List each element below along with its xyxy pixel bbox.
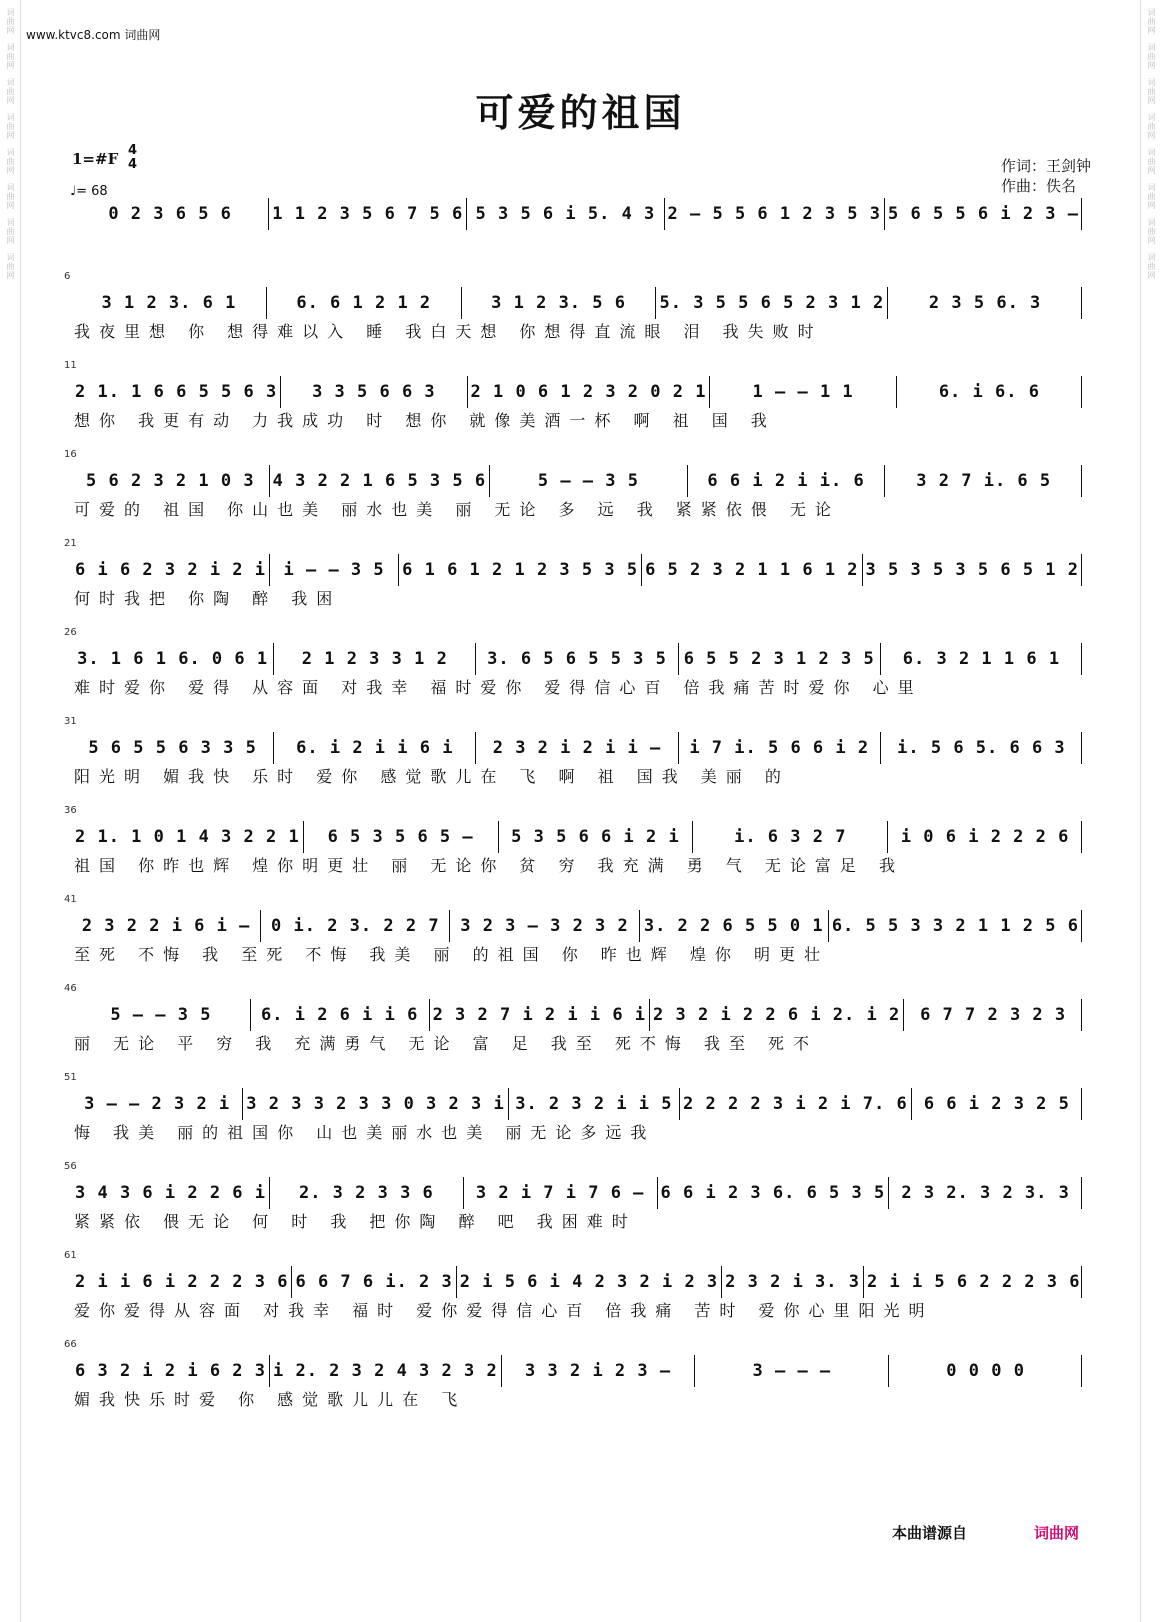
lyrics-line: 可爱的 祖国 你山也美 丽水也美 丽 无论 多 远 我 紧紧依偎 无论 [74, 500, 840, 519]
measure: 3 1 2 3. 5 6 [461, 287, 656, 319]
watermark-text: 词曲网 [1147, 78, 1156, 105]
watermark-text: 词曲网 [6, 43, 15, 70]
notes-row [72, 554, 1082, 586]
page-title: 可爱的祖国 [475, 90, 686, 135]
watermark-text: 词曲网 [1147, 218, 1156, 245]
measure: 2 3 2 7 i 2 i i 6 i [429, 999, 649, 1031]
measure: 3 – – – [694, 1355, 888, 1387]
system-number: 16 [64, 449, 77, 460]
measure: 6 6 i 2 3 6. 6 5 3 5 [657, 1177, 889, 1209]
measure: 3 3 2 i 2 3 – [501, 1355, 695, 1387]
measure: 6 7 7 2 3 2 3 [903, 999, 1082, 1031]
measure: 3 2 i 7 i 7 6 – [463, 1177, 657, 1209]
lyrics-line: 爱你爱得从容面 对我幸 福时 爱你爱得信心百 倍我痛 苦时 爱你心里阳光明 [74, 1301, 934, 1320]
notes-row [72, 999, 1082, 1031]
watermark-text: 词曲网 [1147, 148, 1156, 175]
notes-row [72, 287, 1082, 319]
score-system [64, 805, 1082, 879]
system-number: 56 [64, 1161, 77, 1172]
score-system [64, 1250, 1082, 1324]
measure: i – – 3 5 [269, 554, 398, 586]
measure: 3 1 2 3. 6 1 [101, 293, 237, 313]
score-system [64, 538, 1082, 612]
left-watermark-strip [0, 0, 21, 1622]
lyrics-line: 丽 无论 平 穷 我 充满勇气 无论 富 足 我至 死不悔 我至 死不 [74, 1034, 819, 1053]
measure: 3 4 3 6 i 2 2 6 i [75, 1183, 266, 1203]
lyrics-line: 想你 我更有动 力我成功 时 想你 就像美酒一杯 啊 祖 国 我 [74, 411, 776, 430]
measure: 6 3 2 i 2 i 6 2 3 [75, 1361, 266, 1381]
measure: 0 i. 2 3. 2 2 7 [260, 910, 449, 942]
measure: 6 5 2 3 2 1 1 6 1 2 [641, 554, 861, 586]
measure: 3. 1 6 1 6. 0 6 1 [77, 649, 269, 669]
measure: 2 i 5 6 i 4 2 3 2 i 2 3 [456, 1266, 721, 1298]
watermark-text: 词曲网 [1147, 253, 1156, 280]
footer-brand-link[interactable]: 词曲网 [1034, 1524, 1080, 1542]
watermark-text: 词曲网 [6, 8, 15, 35]
footer-source-note: 本曲谱源自 [892, 1524, 968, 1542]
measure: 6 6 7 6 i. 2 3 [291, 1266, 455, 1298]
measure: 3. 2 3 2 i i 5 [508, 1088, 679, 1120]
lyrics-line: 祖国 你昨也辉 煌你明更壮 丽 无论你 贫 穷 我充满 勇 气 无论富足 我 [74, 856, 904, 875]
measure: 3 – – 2 3 2 i [84, 1094, 231, 1114]
watermark-text: 词曲网 [6, 148, 15, 175]
measure: 1 1 2 3 5 6 7 5 6 [268, 198, 466, 230]
measure: 2 3 2 i 2 2 6 i 2. i 2 [649, 999, 903, 1031]
system-number: 41 [64, 894, 77, 905]
measure: 2 1 0 6 1 2 3 2 0 2 1 [467, 376, 710, 408]
measure: 3. 2 2 6 5 5 0 1 [639, 910, 828, 942]
measure: i. 6 3 2 7 [692, 821, 887, 853]
measure: 2 3 2 i 3. 3 [721, 1266, 863, 1298]
score-system [64, 271, 1082, 345]
system-number: 21 [64, 538, 77, 549]
measure: 2 3 2 i 2 i i – [475, 732, 677, 764]
notes-row [72, 198, 1082, 230]
notes-row [72, 376, 1082, 408]
measure: 5 6 5 5 6 3 3 5 [88, 738, 257, 758]
notes-row [72, 465, 1082, 497]
system-number: 61 [64, 1250, 77, 1261]
credits [1001, 156, 1091, 196]
lyrics-line [72, 230, 1082, 256]
measure: 3. 6 5 6 5 5 3 5 [475, 643, 677, 675]
measure: 6. i 2 6 i i 6 [250, 999, 429, 1031]
measure: i. 5 6 5. 6 6 3 [880, 732, 1082, 764]
measure: 5 6 2 3 2 1 0 3 [86, 471, 255, 491]
measure: 0 2 3 6 5 6 [108, 204, 232, 224]
measure: 6 i 6 2 3 2 i 2 i [75, 560, 266, 580]
composer: 作曲：佚名 [1000, 177, 1076, 195]
watermark-text: 词曲网 [6, 218, 15, 245]
notes-row [72, 643, 1082, 675]
watermark-text: 词曲网 [1147, 113, 1156, 140]
measure: i 7 i. 5 6 6 i 2 [678, 732, 880, 764]
measure: 3 2 3 3 2 3 3 0 3 2 3 i [242, 1088, 507, 1120]
measure: 5 3 5 6 6 i 2 i [498, 821, 693, 853]
measure: 2 3 5 6. 3 [887, 287, 1082, 319]
watermark-text: 词曲网 [1147, 43, 1156, 70]
system-number: 11 [64, 360, 77, 371]
measure: 5 6 5 5 6 i 2 3 – [884, 198, 1082, 230]
right-watermark-strip [1140, 0, 1161, 1622]
notes-row [72, 1266, 1082, 1298]
measure: 3 5 3 5 3 5 6 5 1 2 [862, 554, 1082, 586]
measure: 2 1 2 3 3 1 2 [273, 643, 475, 675]
measure: 2 – 5 5 6 1 2 3 5 3 [664, 198, 884, 230]
lyrics-line: 难时爱你 爱得 从容面 对我幸 福时爱你 爱得信心百 倍我痛苦时爱你 心里 [74, 678, 923, 697]
key-signature: 1=#F [72, 150, 119, 168]
measure: 4 3 2 2 1 6 5 3 5 6 [269, 465, 489, 497]
measure: 6. 3 2 1 1 6 1 [880, 643, 1082, 675]
score-system [64, 1072, 1082, 1146]
measure: 3 2 3 – 3 2 3 2 [449, 910, 638, 942]
tempo-marking: ♩= 68 [70, 184, 108, 199]
site-url[interactable]: www.ktvc8.com 词曲网 [26, 28, 161, 42]
notes-row [72, 1088, 1082, 1120]
time-signature-top: 4 [128, 143, 138, 158]
measure: 2 2 2 2 3 i 2 i 7. 6 [679, 1088, 911, 1120]
system-number: 66 [64, 1339, 77, 1350]
notes-row [72, 910, 1082, 942]
score-system [64, 983, 1082, 1057]
score-system [64, 360, 1082, 434]
measure: 3 2 7 i. 6 5 [884, 465, 1082, 497]
notes-row [72, 1355, 1082, 1387]
lyrics-line: 紧紧依 偎无论 何 时 我 把你陶 醉 吧 我困难时 [74, 1212, 637, 1231]
measure: 2 3 2. 3 2 3. 3 [888, 1177, 1082, 1209]
measure: 6. 5 5 3 3 2 1 1 2 5 6 [828, 910, 1082, 942]
measure: 2 1. 1 6 6 5 5 6 3 [75, 382, 278, 402]
watermark-text: 词曲网 [6, 253, 15, 280]
measure: 2 i i 5 6 2 2 2 3 6 [863, 1266, 1083, 1298]
measure: 5 – – 3 5 [489, 465, 687, 497]
measure: 0 0 0 0 [888, 1355, 1082, 1387]
measure: 2. 3 2 3 3 6 [269, 1177, 463, 1209]
time-signature [128, 144, 137, 172]
lyrics-line: 何时我把 你陶 醉 我困 [74, 589, 342, 608]
system-number: 51 [64, 1072, 77, 1083]
notes-row [72, 732, 1082, 764]
watermark-text: 词曲网 [1147, 183, 1156, 210]
watermark-text: 词曲网 [6, 78, 15, 105]
measure: 6. i 2 i i 6 i [273, 732, 475, 764]
measure: 6. 6 1 2 1 2 [266, 287, 461, 319]
measure: 2 1. 1 0 1 4 3 2 2 1 [75, 827, 300, 847]
measure: 2 i i 6 i 2 2 2 3 6 [75, 1272, 289, 1292]
measure: 3 3 5 6 6 3 [280, 376, 466, 408]
score-system [64, 449, 1082, 523]
measure: 6 5 5 2 3 1 2 3 5 [678, 643, 880, 675]
system-number: 31 [64, 716, 77, 727]
measure: 1 – – 1 1 [709, 376, 895, 408]
system-number: 6 [64, 271, 71, 282]
measure: 5 3 5 6 i 5. 4 3 [466, 198, 663, 230]
lyrics-line: 媚我快乐时爱 你 感觉歌儿儿在 飞 [74, 1390, 467, 1409]
lyrics-line: 我夜里想 你 想得难以入 睡 我白天想 你想得直流眼 泪 我失败时 [74, 322, 823, 341]
system-number: 26 [64, 627, 77, 638]
measure: 6 6 i 2 3 2 5 [911, 1088, 1082, 1120]
time-signature-bottom: 4 [128, 157, 138, 172]
system-number: 36 [64, 805, 77, 816]
measure: 6. i 6. 6 [896, 376, 1082, 408]
measure: i 2. 2 3 2 4 3 2 3 2 [269, 1355, 501, 1387]
score-system [64, 627, 1082, 701]
measure: 6 6 i 2 i i. 6 [687, 465, 885, 497]
measure: 5 – – 3 5 [110, 1005, 212, 1025]
measure: i 0 6 i 2 2 2 6 [887, 821, 1082, 853]
measure: 2 3 2 2 i 6 i – [81, 916, 251, 936]
measure: 6 5 3 5 6 5 – [303, 821, 498, 853]
lyrics-line: 至死 不悔 我 至死 不悔 我美 丽 的祖国 你 昨也辉 煌你 明更壮 [74, 945, 829, 964]
notes-row [72, 821, 1082, 853]
system-number: 46 [64, 983, 77, 994]
lyrics-line: 悔 我美 丽的祖国你 山也美丽水也美 丽无论多远我 [74, 1123, 656, 1142]
watermark-text: 词曲网 [6, 183, 15, 210]
watermark-text: 词曲网 [6, 113, 15, 140]
measure: 5. 3 5 5 6 5 2 3 1 2 [655, 287, 887, 319]
score-system [72, 198, 1082, 256]
score-system [64, 1339, 1082, 1413]
score-system [64, 1161, 1082, 1235]
score-system [64, 894, 1082, 968]
measure: 6 1 6 1 2 1 2 3 5 3 5 [398, 554, 641, 586]
lyrics-line: 阳光明 媚我快 乐时 爱你 感觉歌儿在 飞 啊 祖 国我 美丽 的 [74, 767, 790, 786]
score-system [64, 716, 1082, 790]
notes-row [72, 1177, 1082, 1209]
watermark-text: 词曲网 [1147, 8, 1156, 35]
lyricist: 作词：王剑钟 [1000, 157, 1091, 175]
